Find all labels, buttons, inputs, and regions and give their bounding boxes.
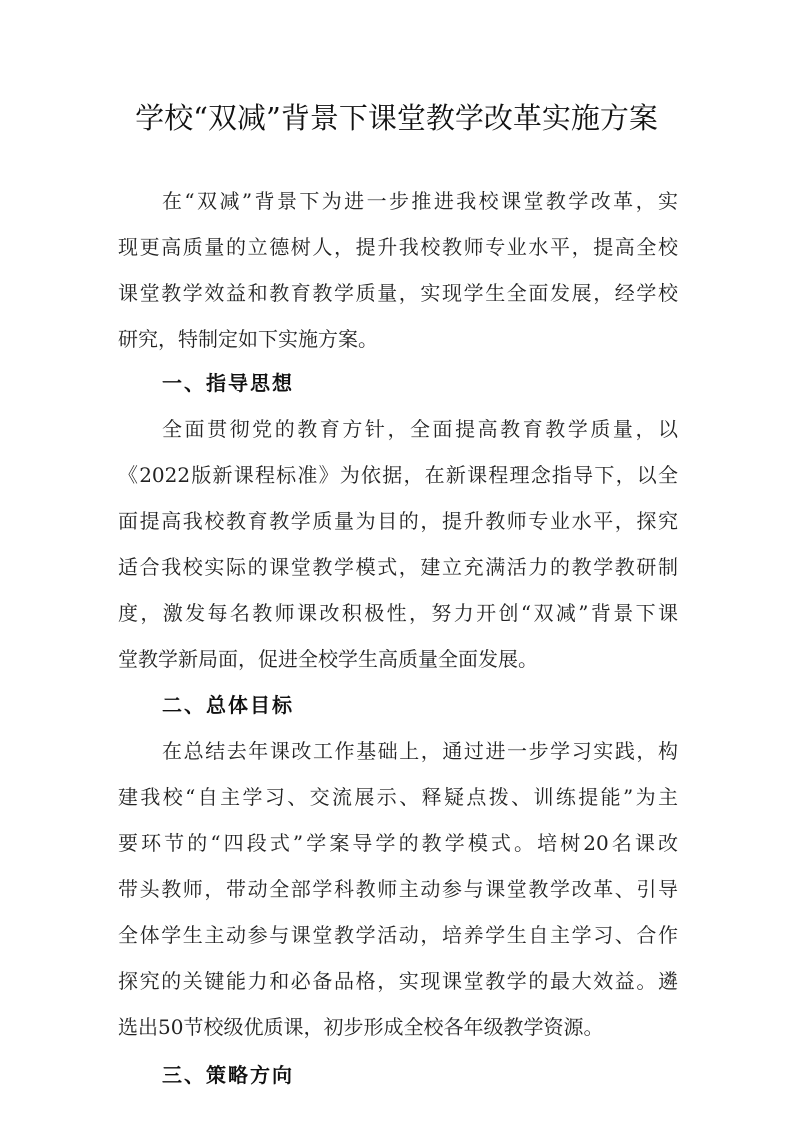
section-1-line-4: 适合我校实际的课堂教学模式，建立充满活力的教学教研制 xyxy=(118,555,678,579)
section-2-line-6: 探究的关键能力和必备品格，实现课堂教学的最大效益。遴 xyxy=(118,969,678,993)
intro-line-3: 课堂教学效益和教育教学质量，实现学生全面发展，经学校 xyxy=(118,281,678,305)
intro-line-2: 现更高质量的立德树人，提升我校教师专业水平，提高全校 xyxy=(118,235,678,259)
intro-line-1: 在“双减”背景下为进一步推进我校课堂教学改革，实 xyxy=(162,189,678,213)
section-1-line-6: 堂教学新局面，促进全校学生高质量全面发展。 xyxy=(118,647,538,671)
document-title: 学校“双减”背景下课堂教学改革实施方案 xyxy=(135,101,658,135)
section-2-line-1: 在总结去年课改工作基础上，通过进一步学习实践，构 xyxy=(162,739,678,763)
section-1-line-3: 面提高我校教育教学质量为目的，提升教师专业水平，探究 xyxy=(118,509,678,533)
section-2-line-4: 带头教师，带动全部学科教师主动参与课堂教学改革、引导 xyxy=(118,877,678,901)
section-heading-1: 一、指导思想 xyxy=(162,371,294,395)
section-2-line-7: 选出50节校级优质课，初步形成全校各年级教学资源。 xyxy=(118,1015,604,1039)
section-2-line-2: 建我校“自主学习、交流展示、释疑点拨、训练提能”为主 xyxy=(118,785,678,809)
section-2-line-5: 全体学生主动参与课堂教学活动，培养学生自主学习、合作 xyxy=(118,923,678,947)
section-1-line-5: 度，激发每名教师课改积极性，努力开创“双减”背景下课 xyxy=(118,601,678,625)
section-1-line-1: 全面贯彻党的教育方针，全面提高教育教学质量，以 xyxy=(162,417,678,441)
section-heading-2: 二、总体目标 xyxy=(162,693,294,717)
section-heading-3: 三、策略方向 xyxy=(162,1063,294,1087)
section-1-line-2: 《2022版新课程标准》为依据，在新课程理念指导下，以全 xyxy=(118,463,678,487)
section-2-line-3: 要环节的“四段式”学案导学的教学模式。培树20名课改 xyxy=(118,831,678,855)
intro-line-4: 研究，特制定如下实施方案。 xyxy=(118,327,378,351)
